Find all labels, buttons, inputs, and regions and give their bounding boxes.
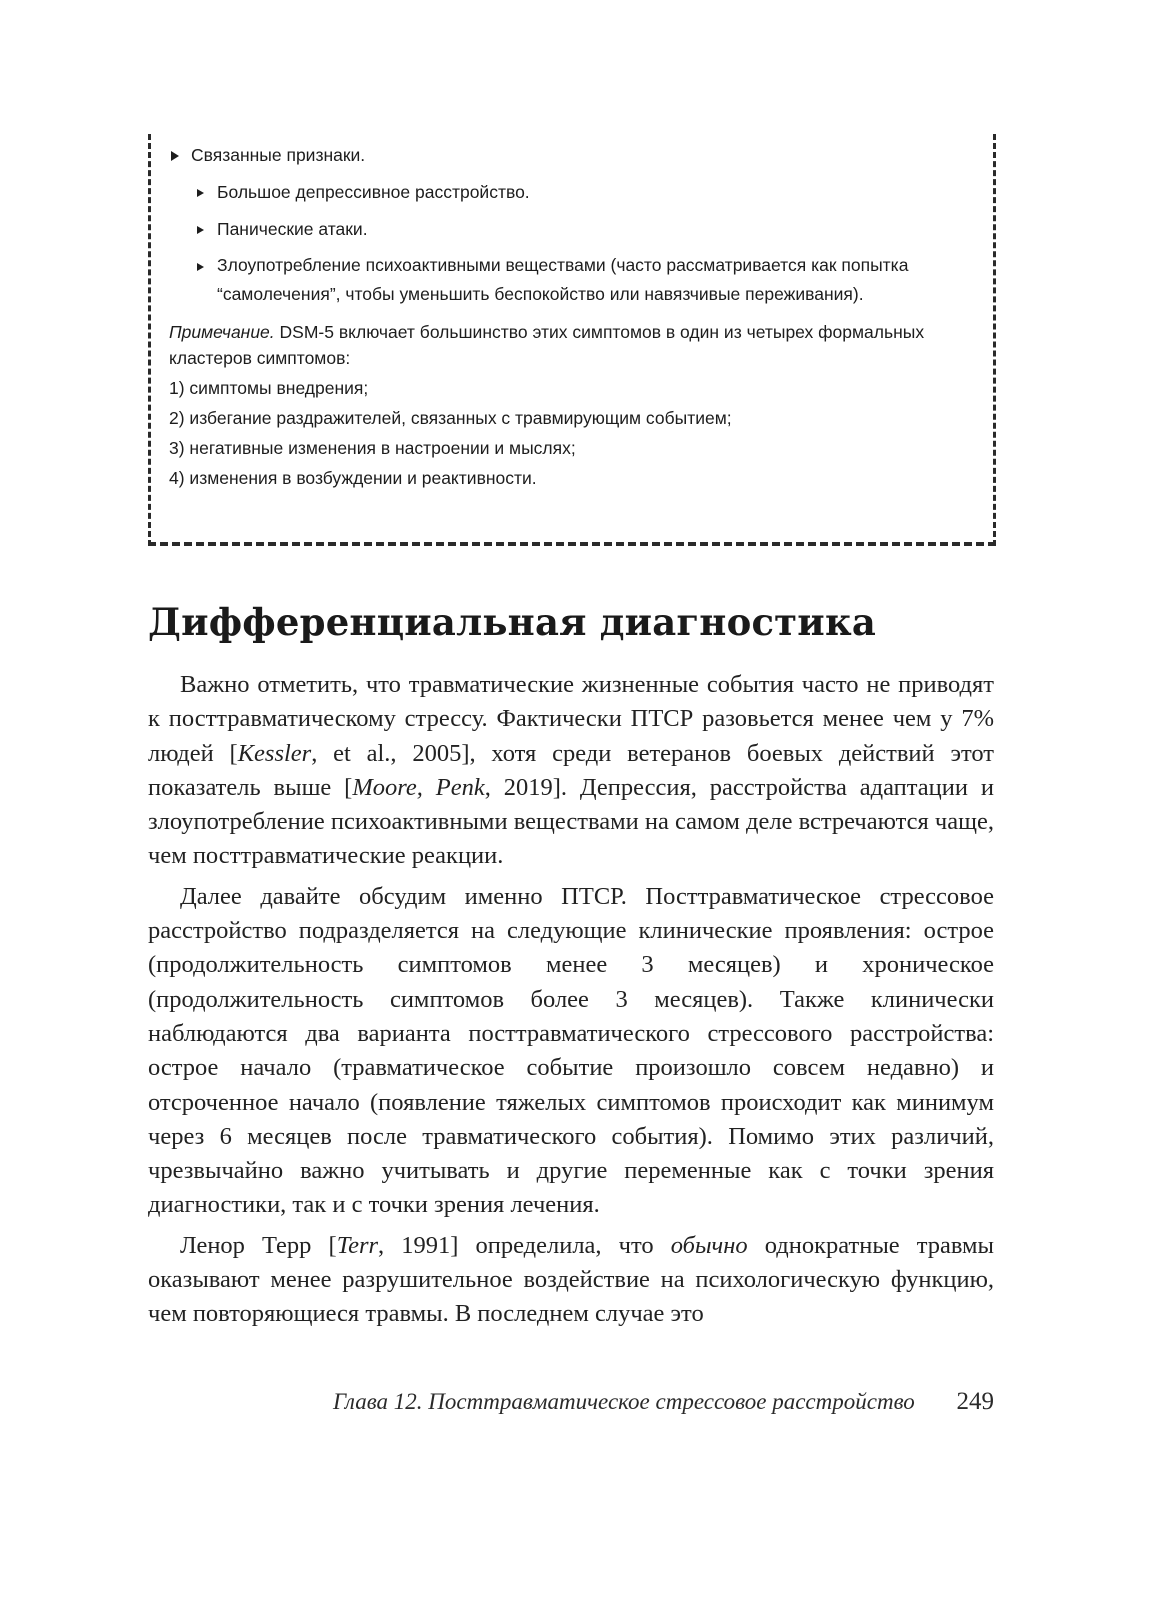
- info-box-content: [169, 140, 967, 491]
- sub-bullet-item: [195, 177, 967, 208]
- text-run: однократные травмы оказывают менее разрушительное воздействие на психологическую функцию, чем повторяющиеся травмы. В последнем случае это: [148, 1231, 994, 1328]
- sub-bullet-item: [195, 214, 967, 245]
- bullet-triangle-icon: [171, 151, 179, 161]
- page-footer: [148, 1388, 994, 1416]
- bullet-item: [169, 140, 967, 171]
- page-number: 249: [956, 1388, 994, 1415]
- sub-bullet-text: Панические атаки.: [217, 219, 368, 239]
- emphasis: обычно: [670, 1231, 748, 1259]
- citation-author: Terr: [336, 1231, 379, 1259]
- info-box: [148, 134, 996, 546]
- text-run: , 2019]. Депрессия, расстройства адаптации и злоупотребление психоактивными веществами на самом деле встречаются чаще, чем посттравматические реакции.: [148, 773, 994, 870]
- note-list-item: 1) симптомы внедрения;: [169, 378, 369, 398]
- note-paragraph: [169, 319, 967, 371]
- text-run: Ленор Терр [: [180, 1231, 337, 1259]
- text-run: , et al., 2005], хотя среди ветеранов боевых действий этот показатель выше [: [148, 739, 994, 801]
- text-run: Важно отметить, что травматические жизненные события часто не приводят к посттравматическому стрессу. Фактически ПТСР разовьется менее чем у 7% людей [: [148, 671, 994, 767]
- sub-bullet-item: [195, 251, 967, 309]
- note-list-item: 2) избегание раздражителей, связанных с травмирующим событием;: [169, 408, 732, 428]
- bullet-triangle-icon: [197, 189, 204, 197]
- sub-bullet-text: Злоупотребление психоактивными веществами (часто рассматривается как попытка “самолечения”, чтобы уменьшить беспокойство или навязчивые переживания).: [217, 255, 909, 304]
- bullet-triangle-icon: [197, 263, 204, 271]
- section-heading: Дифференциальная диагностика: [148, 600, 877, 644]
- bullet-text: Связанные признаки.: [191, 145, 366, 165]
- paragraph-1: [148, 668, 994, 874]
- citation-author: Moore, Penk: [352, 773, 485, 801]
- sub-bullet-text: Большое депрессивное расстройство.: [217, 182, 530, 202]
- body-text: [148, 668, 994, 1338]
- note-label: Примечание.: [169, 322, 275, 342]
- note-text: DSM-5 включает большинство этих симптомов в один из четырех формальных кластеров симптомов:: [169, 322, 925, 368]
- citation-author: Kessler: [237, 739, 312, 767]
- bullet-triangle-icon: [197, 226, 204, 234]
- paragraph-3: [148, 1229, 994, 1332]
- chapter-title: Глава 12. Посттравматическое стрессовое расстройство: [333, 1389, 915, 1414]
- note-list-item: 3) негативные изменения в настроении и мыслях;: [169, 438, 576, 458]
- text-run: , 1991] определила, что: [378, 1231, 671, 1259]
- paragraph-2: Далее давайте обсудим именно ПТСР. Посттравматическое стрессовое расстройство подразделяется на следующие клинические проявления: острое (продолжительность симптомов менее 3 месяцев) и хроническое (продолжительность симптомов более 3 месяцев). Также клинически наблюдаются два варианта посттравматического стрессового расстройства: острое начало (травматическое событие произошло совсем недавно) и отсроченное начало (появление тяжелых симптомов происходит как минимум через 6 месяцев после травматического события). Помимо этих различий, чрезвычайно важно учитывать и другие переменные как с точки зрения диагностики, так и с точки зрения лечения.: [148, 882, 994, 1219]
- note-list-item: 4) изменения в возбуждении и реактивности.: [169, 468, 537, 488]
